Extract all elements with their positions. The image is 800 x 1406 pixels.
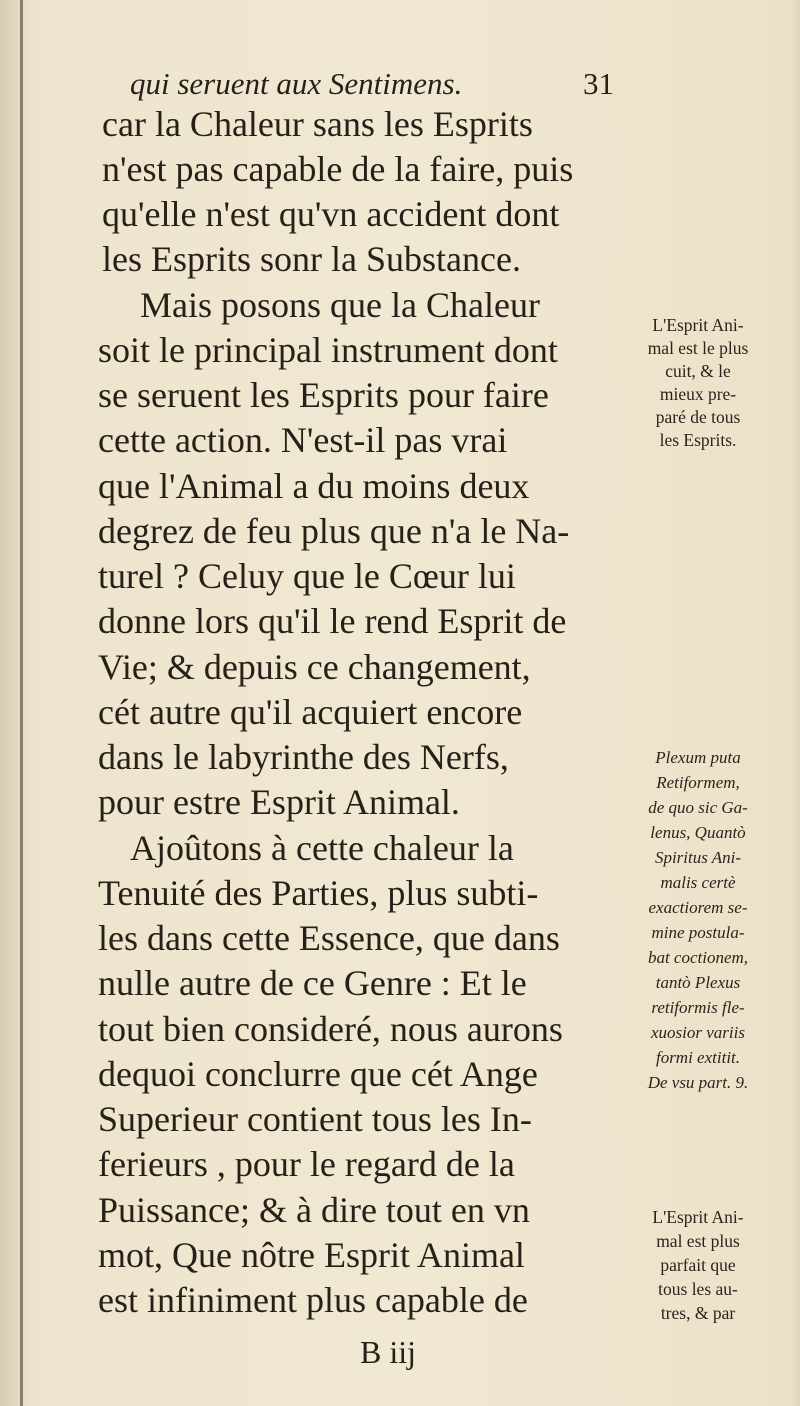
page-spine-edge xyxy=(20,0,23,1406)
margin-note-line: formi extitit. xyxy=(655,1048,741,1067)
text-line: cette action. N'est-il pas vrai xyxy=(98,420,508,460)
text-line: que l'Animal a du moins deux xyxy=(98,466,530,506)
margin-note-line: xuosior variis xyxy=(651,1023,745,1042)
margin-note-line: paré de tous xyxy=(655,407,741,427)
text-line: tout bien consideré, nous aurons xyxy=(98,1009,563,1049)
text-line: qu'elle n'est qu'vn accident dont xyxy=(102,194,560,234)
signature-mark: B iij xyxy=(360,1334,417,1370)
margin-note-line: parfait que xyxy=(660,1255,736,1275)
text-line: soit le principal instrument dont xyxy=(98,330,558,370)
text-line: dans le labyrinthe des Nerfs, xyxy=(98,737,509,777)
margin-note-line: mine postula- xyxy=(651,923,745,942)
text-line: cét autre qu'il acquiert encore xyxy=(98,692,523,732)
running-title: qui seruent aux Sentimens. xyxy=(130,66,463,101)
text-line: mot, Que nôtre Esprit Animal xyxy=(98,1235,525,1275)
text-line: nulle autre de ce Genre : Et le xyxy=(98,963,527,1003)
margin-note-line: exactiorem se- xyxy=(648,898,748,917)
margin-note-line: L'Esprit Ani- xyxy=(652,315,744,335)
margin-note-line: Retiformem, xyxy=(656,773,740,792)
text-line: Mais posons que la Chaleur xyxy=(140,285,540,325)
text-line: car la Chaleur sans les Esprits xyxy=(102,104,533,144)
margin-note-line: les Esprits. xyxy=(659,430,737,450)
margin-note-line: mal est le plus xyxy=(647,338,749,358)
margin-note-line: bat coctionem, xyxy=(647,948,749,967)
margin-note-line: de quo sic Ga- xyxy=(648,798,748,817)
margin-note-line: retiformis fle- xyxy=(651,998,745,1017)
margin-note-line: cuit, & le xyxy=(665,361,731,381)
margin-note-line: tres, & par xyxy=(660,1303,736,1323)
margin-note-line: tous les au- xyxy=(658,1279,738,1299)
margin-note-line: lenus, Quantò xyxy=(650,823,746,842)
text-line: dequoi conclurre que cét Ange xyxy=(98,1054,538,1094)
text-line: se seruent les Esprits pour faire xyxy=(98,375,549,415)
margin-note-line: Plexum puta xyxy=(655,748,741,767)
text-line: turel ? Celuy que le Cœur lui xyxy=(98,556,516,596)
text-line: n'est pas capable de la faire, puis xyxy=(102,149,574,189)
margin-note-line: mal est plus xyxy=(656,1231,740,1251)
text-line: est infiniment plus capable de xyxy=(98,1280,528,1320)
text-line: les dans cette Essence, que dans xyxy=(98,918,560,958)
page-number: 31 xyxy=(583,66,614,101)
margin-note-line: mieux pre- xyxy=(659,384,737,404)
margin-note-line: De vsu part. 9. xyxy=(647,1073,749,1092)
text-line: les Esprits sonr la Substance. xyxy=(102,239,521,279)
text-line: donne lors qu'il le rend Esprit de xyxy=(98,601,567,641)
running-header xyxy=(130,62,614,106)
text-line: Puissance; & à dire tout en vn xyxy=(98,1190,530,1230)
text-line: Vie; & depuis ce changement, xyxy=(98,647,531,687)
margin-note-line: L'Esprit Ani- xyxy=(652,1207,744,1227)
margin-note-line: malis certè xyxy=(660,873,736,892)
text-line: Superieur contient tous les In- xyxy=(98,1099,532,1139)
margin-note-line: tantò Plexus xyxy=(655,973,741,992)
text-line: degrez de feu plus que n'a le Na- xyxy=(98,511,570,551)
text-line: ferieurs , pour le regard de la xyxy=(98,1144,515,1184)
text-line: pour estre Esprit Animal. xyxy=(98,782,460,822)
margin-note-line: Spiritus Ani- xyxy=(654,848,742,867)
text-line: Tenuité des Parties, plus subti- xyxy=(98,873,539,913)
text-line: Ajoûtons à cette chaleur la xyxy=(130,828,514,868)
